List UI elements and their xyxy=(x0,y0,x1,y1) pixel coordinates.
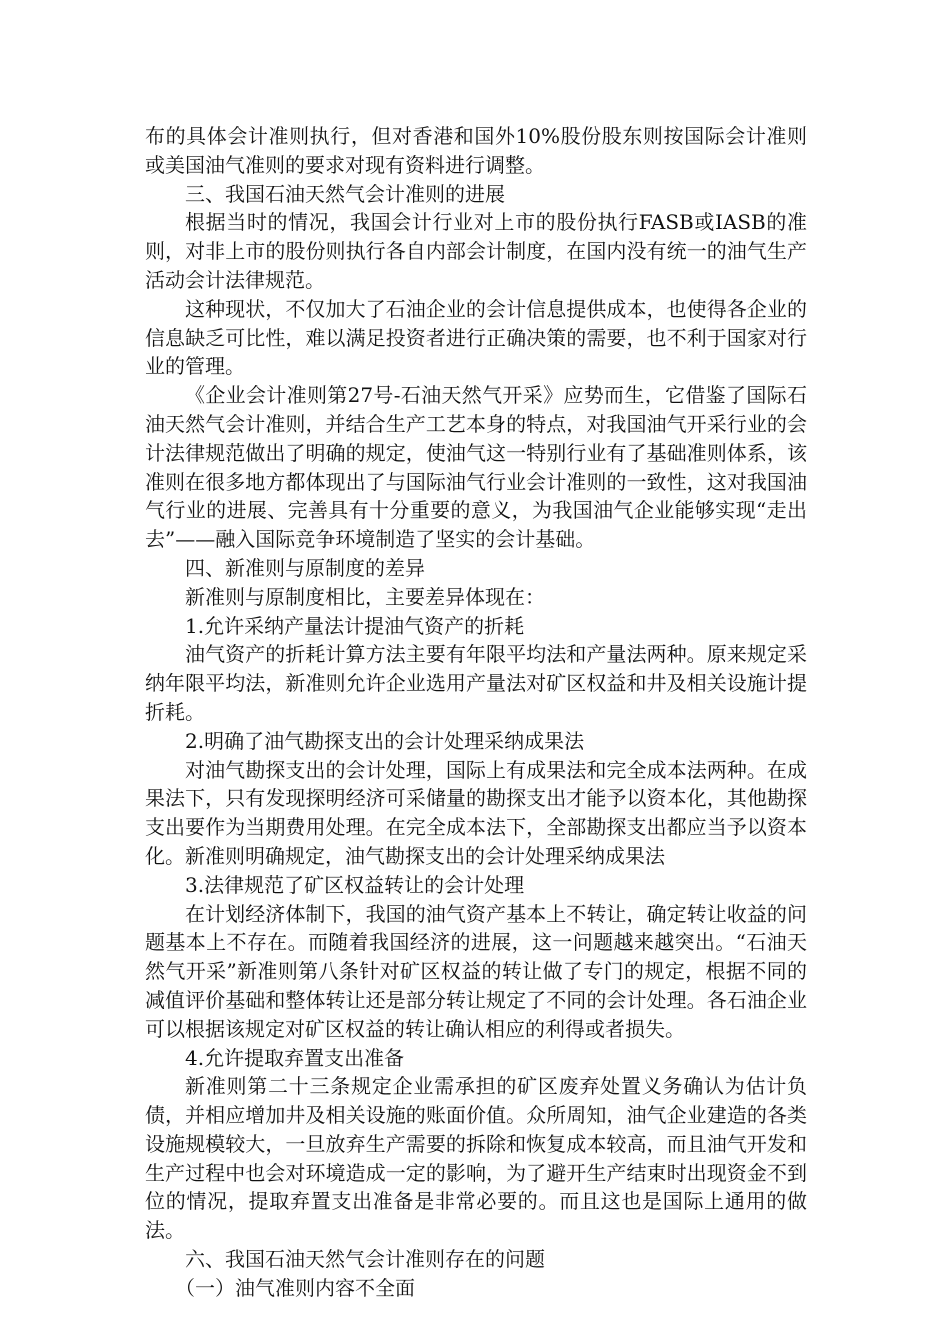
section-heading-4: 四、新准则与原制度的差异 xyxy=(185,555,425,580)
paragraph-2: 根据当时的情况，我国会计行业对上市的股份执行FASB或IASB的准则，对非上市的股份则执行各自内部会计制度，在国内没有统一的油气生产活动会计法律规范。 xyxy=(145,210,807,292)
document-page xyxy=(145,122,807,1303)
subheading-1: 1.允许采纳产量法计提油气资产的折耗 xyxy=(185,613,525,638)
paragraph-7: 对油气勘探支出的会计处理，国际上有成果法和完全成本法两种。在成果法下，只有发现探明经济可采储量的勘探支出才能予以资本化，其他勘探支出要作为当期费用处理。在完全成本法下，全部勘探支出都应当予以资本化。新准则明确规定，油气勘探支出的会计处理采纳成果法 xyxy=(145,757,807,868)
paragraph-1: 布的具体会计准则执行，但对香港和国外10%股份股东则按国际会计准则或美国油气准则的要求对现有资料进行调整。 xyxy=(145,124,807,177)
paragraph-5: 新准则与原制度相比，主要差异体现在： xyxy=(185,584,545,609)
subheading-3: 3.法律规范了矿区权益转让的会计处理 xyxy=(185,872,525,897)
subheading-2: 2.明确了油气勘探支出的会计处理采纳成果法 xyxy=(185,728,585,753)
subheading-4: 4.允许提取弃置支出准备 xyxy=(185,1045,405,1070)
paragraph-8: 在计划经济体制下，我国的油气资产基本上不转让，确定转让收益的问题基本上不存在。而随着我国经济的进展，这一问题越来越突出。“石油天然气开采”新准则第八条针对矿区权益的转让做了专门的规定，根据不同的减值评价基础和整体转让还是部分转让规定了不同的会计处理。各石油企业可以根据该规定对矿区权益的转让确认相应的利得或者损失。 xyxy=(145,901,807,1041)
paragraph-3: 这种现状，不仅加大了石油企业的会计信息提供成本，也使得各企业的信息缺乏可比性，难以满足投资者进行正确决策的需要，也不利于国家对行业的管理。 xyxy=(145,296,807,379)
section-heading-6: 六、我国石油天然气会计准则存在的问题 xyxy=(185,1247,545,1272)
subheading-6-1: （一）油气准则内容不全面 xyxy=(175,1275,415,1300)
section-heading-3: 三、我国石油天然气会计准则的进展 xyxy=(185,181,505,206)
paragraph-9: 新准则第二十三条规定企业需承担的矿区废弃处置义务确认为估计负债，并相应增加井及相关设施的账面价值。众所周知，油气企业建造的各类设施规模较大，一旦放弃生产需要的拆除和恢复成本较高，而且油气开发和生产过程中也会对环境造成一定的影响，为了避开生产结束时出现资金不到位的情况，提取弃置支出准备是非常必要的。而且这也是国际上通用的做法。 xyxy=(145,1074,807,1243)
paragraph-6: 油气资产的折耗计算方法主要有年限平均法和产量法两种。原来规定采纳年限平均法，新准则允许企业选用产量法对矿区权益和井及相关设施计提折耗。 xyxy=(145,642,807,724)
paragraph-4: 《企业会计准则第27号-石油天然气开采》应势而生，它借鉴了国际石油天然气会计准则，并结合生产工艺本身的特点，对我国油气开采行业的会计法律规范做出了明确的规定，使油气这一特别行业有了基础准则体系，该准则在很多地方都体现出了与国际油气行业会计准则的一致性，这对我国油气行业的进展、完善具有十分重要的意义，为我国油气企业能够实现“走出去”——融入国际竞争环境制造了坚实的会计基础。 xyxy=(145,383,807,552)
